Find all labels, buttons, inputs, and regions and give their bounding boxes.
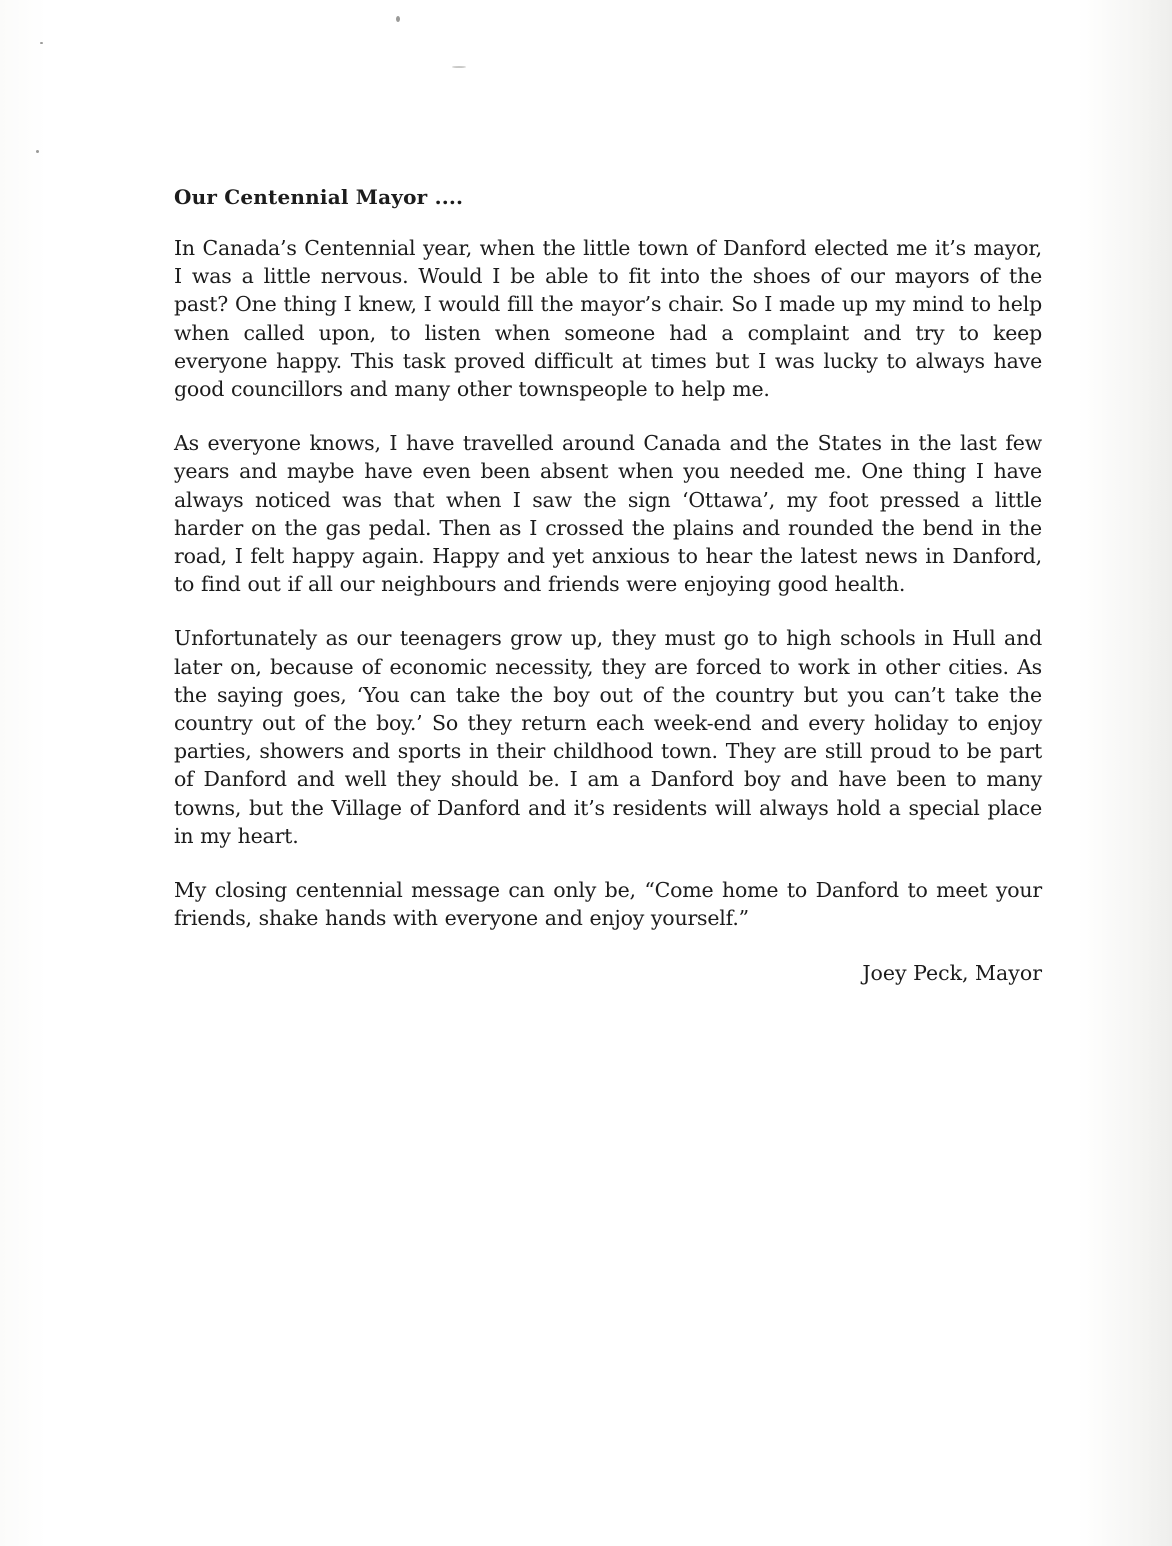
paragraph-4: My closing centennial message can only be, “Come home to Danford to meet your friends, shake hands with everyone and enjoy yourself.”	[174, 878, 1042, 931]
paper-speck	[40, 42, 43, 44]
paper-speck	[36, 150, 39, 153]
paper-speck	[396, 16, 400, 22]
signature: Joey Peck, Mayor	[862, 961, 1042, 986]
paragraph-2: As everyone knows, I have travelled around Canada and the States in the last few years and maybe have even been absent when you needed me. One thing I have always noticed was that when I saw the sign ‘Ottawa’, my foot pressed a little harder on the gas pedal. Then as I crossed the plains and rounded the bend in the road, I felt happy again. Happy and yet anxious to hear the latest news in Danford, to find out if all our neighbours and friends were enjoying good health.	[174, 431, 1042, 597]
paragraph-1: In Canada’s Centennial year, when the little town of Danford elected me it’s mayor, I was a little nervous. Would I be able to fit into the shoes of our mayors of the past? One thing I knew, I would fill the mayor’s chair. So I made up my mind to help when called upon, to listen when someone had a complaint and try to keep everyone happy. This task proved difficult at times but I was lucky to always have good councillors and many other townspeople to help me.	[174, 236, 1042, 402]
letter-title: Our Centennial Mayor ....	[174, 185, 464, 209]
paper-speck	[452, 66, 466, 68]
paragraph-3: Unfortunately as our teenagers grow up, they must go to high schools in Hull and later on, because of economic necessity, they are forced to work in other cities. As the saying goes, ‘You can take the boy out of the country but you can’t take the country out of the boy.’ So they return each week-end and every holiday to enjoy parties, showers and sports in their childhood town. They are still proud to be part of Danford and well they should be. I am a Danford boy and have been to many towns, but the Village of Danford and it’s residents will always hold a special place in my heart.	[174, 626, 1042, 848]
letter-body	[174, 182, 1042, 988]
